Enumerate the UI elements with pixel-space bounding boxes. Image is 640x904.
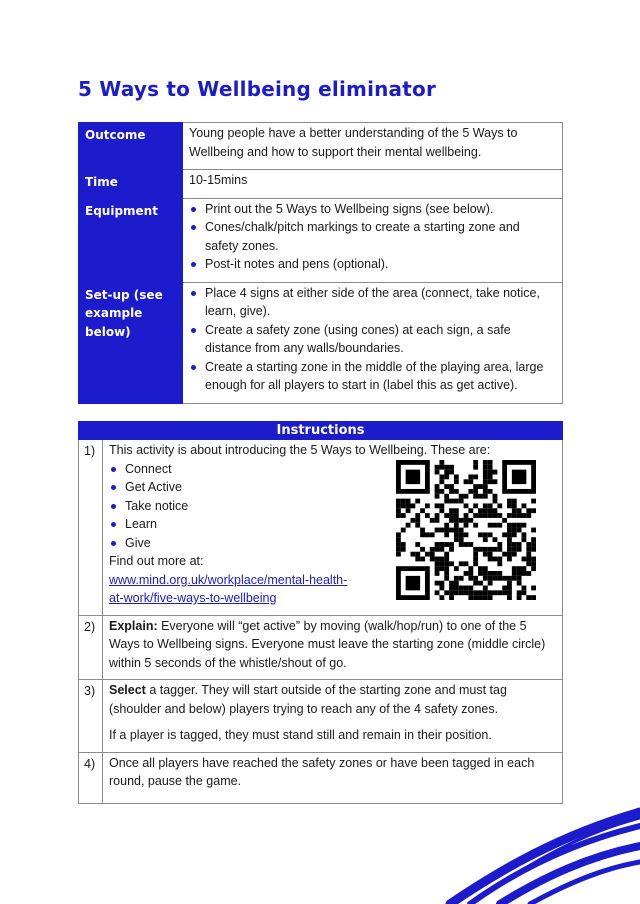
step-3-para2: If a player is tagged, they must stand still and remain in their position. [109,728,492,742]
find-more-label: Find out more at: [109,554,204,568]
step-number: 1) [79,440,103,616]
step-number: 3) [79,680,103,753]
list-item: Print out the 5 Ways to Wellbeing signs (see below). [189,200,556,219]
list-item: Get Active [109,478,556,497]
outcome-text: Young people have a better understanding of the 5 Ways to Wellbeing and how to support their mental wellbeing. [183,123,563,170]
mind-five-ways-link[interactable]: www.mind.org.uk/workplace/mental-health- at-work/five-ways-to-wellbeing [109,572,348,605]
setup-label: Set-up (see example below) [79,282,183,403]
step-number: 4) [79,752,103,803]
list-item: Give [109,534,556,553]
step-number: 2) [79,615,103,680]
outcome-label: Outcome [79,123,183,170]
list-item: Connect [109,460,556,479]
list-item: Learn [109,515,556,534]
step-3-text: a tagger. They will start outside of the starting zone and must tag (shoulder and below) players trying to reach any of the 4 safety zones. [109,683,507,716]
step-4-text: Once all players have reached the safety zones or have been tagged in each round, pause the game. [109,755,535,788]
page-title: 5 Ways to Wellbeing eliminator [78,77,437,101]
list-item: Create a starting zone in the middle of the playing area, large enough for all players to start in (label this as get active). [189,358,556,395]
instructions-header: Instructions [79,422,563,440]
list-item: Create a safety zone (using cones) at each sign, a safe distance from any walls/boundaries. [189,321,556,358]
time-label: Time [79,170,183,199]
time-text: 10-15mins [183,170,563,199]
list-item: Cones/chalk/pitch markings to create a starting zone and safety zones. [189,218,556,255]
step-2-bold: Explain: [109,618,158,633]
step-2-text: Everyone will “get active” by moving (walk/hop/run) to one of the 5 Ways to Wellbeing signs. Everyone must leave the starting zone (middle circle) within 5 seconds of the whistle/shout of go. [109,618,546,670]
step-3-bold: Select [109,683,146,697]
list-item: Place 4 signs at either side of the area (connect, take notice, learn, give). [189,284,556,321]
step-1-intro: This activity is about introducing the 5 Ways to Wellbeing. These are: [109,443,491,457]
list-item: Take notice [109,497,556,516]
list-item: Post-it notes and pens (optional). [189,255,556,274]
equipment-label: Equipment [79,198,183,282]
